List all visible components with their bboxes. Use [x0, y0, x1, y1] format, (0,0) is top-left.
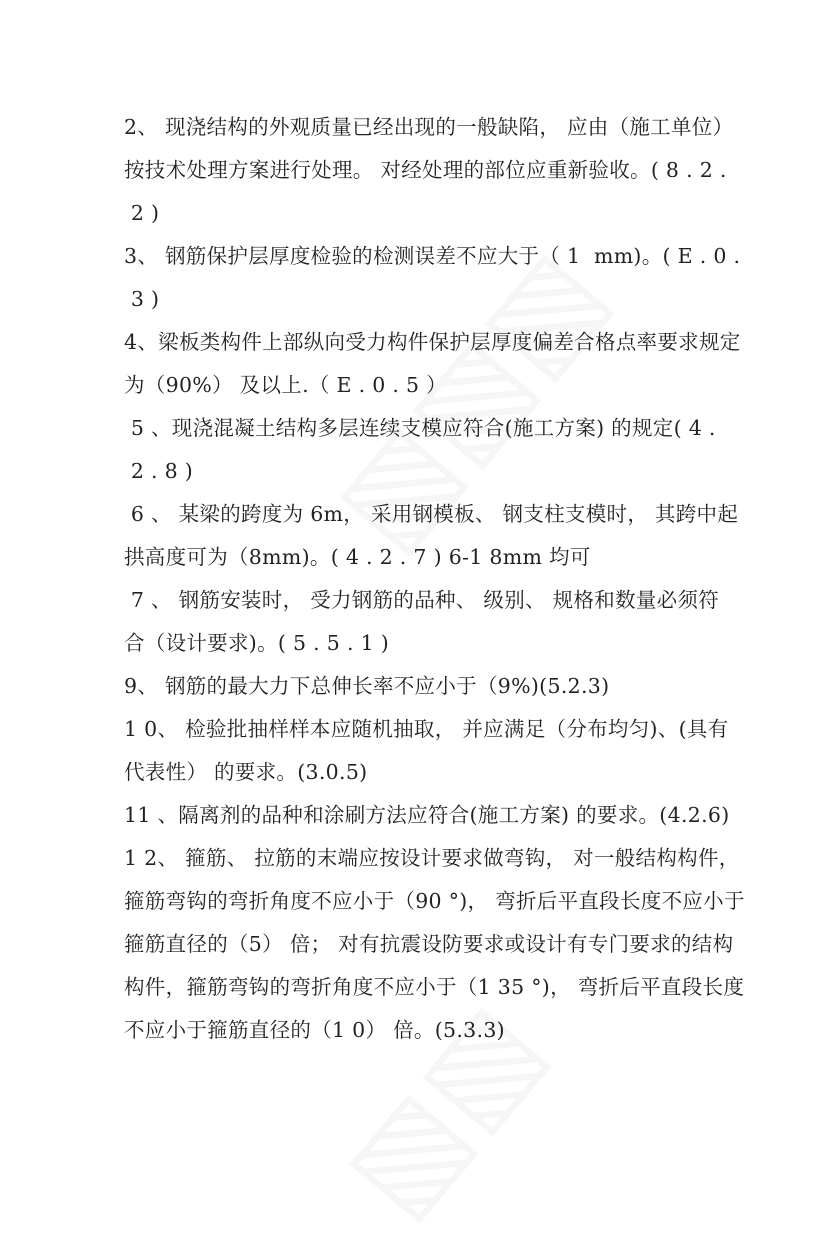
- text-line: 5 、现浇混凝土结构多层连续支模应符合(施工方案) 的规定( 4 .: [124, 416, 716, 440]
- document-body: [124, 106, 745, 1052]
- text-line: 2 ): [124, 201, 160, 225]
- text-line: 4、梁板类构件上部纵向受力构件保护层厚度偏差合格点率要求规定: [124, 330, 741, 354]
- text-line: 7 、 钢筋安装时， 受力钢筋的品种、 级别、 规格和数量必须符: [124, 588, 720, 612]
- text-line: 不应小于箍筋直径的（1 0） 倍。(5.3.3): [124, 1018, 505, 1042]
- text-line: 按技术处理方案进行处理。 对经处理的部位应重新验收。( 8 . 2 .: [124, 158, 727, 182]
- text-line: 箍筋直径的（5） 倍； 对有抗震设防要求或设计有专门要求的结构: [124, 932, 734, 956]
- text-line: 拱高度可为（8mm)。( 4 . 2 . 7 ) 6-1 8mm 均可: [124, 545, 591, 569]
- text-line: 构件，箍筋弯钩的弯折角度不应小于（1 35 °)， 弯折后平直段长度: [124, 975, 745, 999]
- text-line: 2、 现浇结构的外观质量已经出现的一般缺陷， 应由（施工单位）: [124, 115, 734, 139]
- text-line: 1 0、 检验批抽样样本应随机抽取， 并应满足（分布均匀)、(具有: [124, 717, 729, 741]
- text-line: 代表性） 的要求。(3.0.5): [124, 760, 368, 784]
- text-line: 箍筋弯钩的弯折角度不应小于（90 °)， 弯折后平直段长度不应小于: [124, 889, 745, 913]
- text-line: 3、 钢筋保护层厚度检验的检测误差不应大于（ 1 mm)。( E . 0 .: [124, 244, 741, 268]
- text-line: 6 、 某梁的跨度为 6m， 采用钢模板、 钢支柱支模时， 其跨中起: [124, 502, 739, 526]
- text-line: 3 ): [124, 287, 160, 311]
- text-line: 合（设计要求)。( 5 . 5 . 1 ): [124, 631, 390, 655]
- text-line: 1 2、 箍筋、 拉筋的末端应按设计要求做弯钩， 对一般结构构件，: [124, 846, 740, 870]
- text-line: 11 、隔离剂的品种和涂刷方法应符合(施工方案) 的要求。(4.2.6): [124, 803, 730, 827]
- text-line: 为（90%） 及以上.（ E . 0 . 5 ）: [124, 373, 447, 397]
- text-line: 9、 钢筋的最大力下总伸长率不应小于（9%)(5.2.3): [124, 674, 610, 698]
- text-line: 2 . 8 ): [124, 459, 194, 483]
